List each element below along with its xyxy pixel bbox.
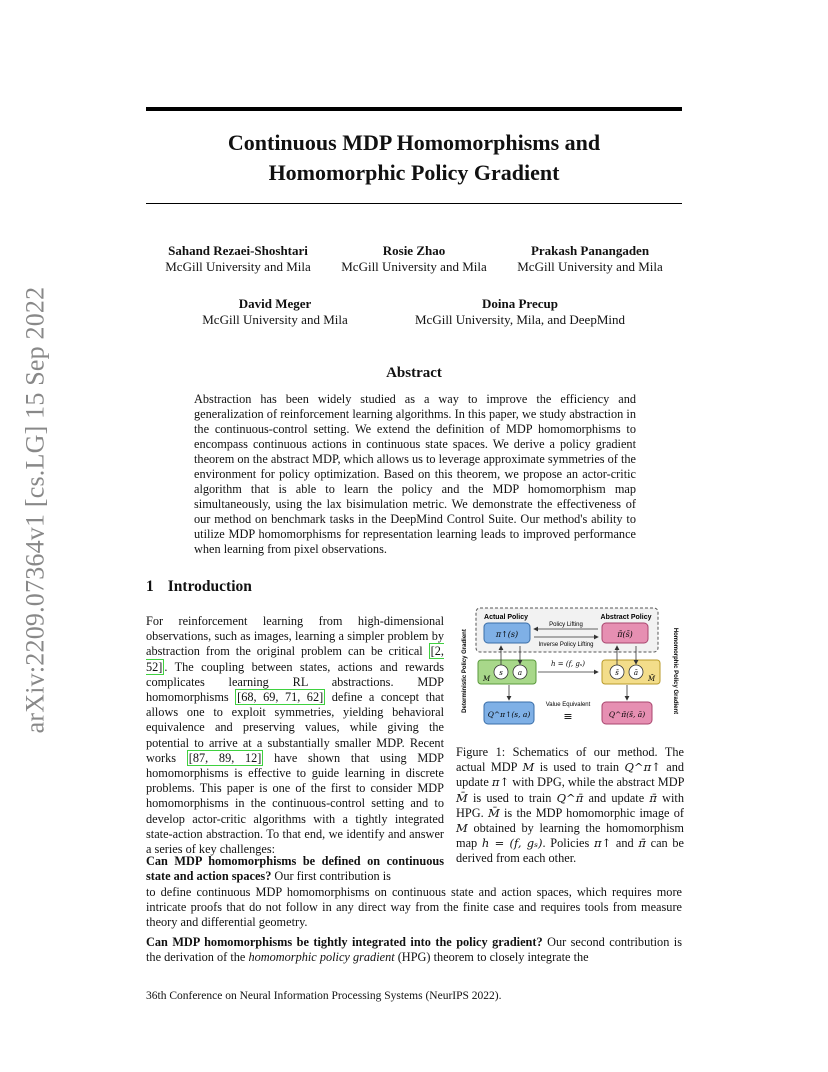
- italic-term: homomorphic policy gradient: [248, 950, 395, 965]
- abstract-body: Abstraction has been widely studied as a way to improve the efficiency and generalization of reinforcement learning algorithms. In this paper, we study abstraction in the continuous-control setting. We extend the definition of MDP homomorphisms to encompass continuous actions in continuous state spaces. We derive a policy gradient theorem on the abstract MDP, which allows us to leverage approximate symmetries of the environment for policy optimization. Based on this theorem, we propose an actor-critic algorithm that is able to learn the policy and the MDP homomorphism map simultaneously, using the lax bisimulation metric. We demonstrate the effectiveness of our method on benchmark tasks in the DeepMind Control Suite. Our method's ability to utilize MDP homomorphisms for representation learning leads to improved performance when learning from pixel observations.: [194, 392, 636, 556]
- hpg-side-label: Homomorphic Policy Gradient: [672, 627, 678, 715]
- citation-link[interactable]: [68, 69, 71, 62]: [237, 690, 324, 705]
- text-run: For reinforcement learning from high-dimensional observations, such as images, learning a simpler problem by abstraction from the original problem can be critical: [146, 614, 444, 659]
- text-run: define a concept that allows one to exploit symmetries, yielding behavioral equivalence and preserving values, while giving the potential to arrive at a substantially smaller MDP. Recent works: [146, 690, 445, 765]
- equivalence-symbol: ≡: [563, 710, 573, 723]
- caption-text: obtained by learning the homomorphism map: [456, 821, 684, 851]
- author-affiliation: McGill University and Mila: [517, 259, 663, 274]
- caption-text: . Policies: [542, 836, 594, 851]
- caption-text: can be derived from each other.: [456, 836, 684, 866]
- title-rule: [146, 203, 682, 204]
- text-run: Our first contribution is: [271, 869, 391, 884]
- question-1-bold: Can MDP homomorphisms be defined on continuous state and action spaces?: [146, 854, 444, 884]
- abstract-state-symbol: s̄: [615, 669, 619, 677]
- text-run: (HPG) theorem to closely integrate the: [394, 950, 589, 965]
- caption-text: is the MDP homomorphic image of: [499, 805, 684, 820]
- abstract-heading: Abstract: [386, 365, 442, 381]
- author-name: Doina Precup: [482, 296, 558, 311]
- text-run: Our second contribution is the derivation of the: [146, 935, 682, 965]
- caption-math: M: [522, 760, 535, 775]
- author-3: [502, 243, 678, 275]
- figure-1-schematic: [456, 606, 686, 736]
- question-2-bold: Can MDP homomorphisms be tightly integrated into the policy gradient?: [146, 935, 543, 949]
- caption-text: Figure 1: Schematics of our method. The actual MDP: [456, 745, 684, 775]
- caption-math: Q^π↑: [624, 760, 661, 775]
- homomorphism-label: h = (f, gₛ): [551, 660, 585, 668]
- caption-text: and update: [456, 760, 684, 790]
- author-2: [326, 243, 502, 275]
- abstract-policy-symbol: π̄(s̄): [617, 630, 633, 639]
- question-1-body: to define continuous MDP homomorphisms on continuous state and action spaces, which requires more intricate proofs that do not follow in any direct way from the finite case and requires tools from measure theory and differential geometry.: [146, 885, 682, 930]
- caption-math: Q^π̄: [556, 790, 584, 805]
- citation-link[interactable]: [2, 52]: [146, 644, 444, 674]
- section-heading: [146, 578, 252, 596]
- author-1: [150, 243, 326, 275]
- author-5: [400, 296, 640, 328]
- arxiv-side-identifier: [18, 286, 52, 734]
- abstract-mdp-symbol: M̄: [648, 675, 656, 683]
- caption-math: M̄: [487, 805, 500, 820]
- intro-paragraph-1: [146, 614, 444, 857]
- caption-text: with HPG.: [456, 790, 684, 820]
- caption-text: and update: [583, 790, 650, 805]
- caption-text: is used to train: [467, 790, 557, 805]
- abstract-action-symbol: ā: [633, 669, 639, 677]
- actual-mdp-symbol: M: [483, 675, 491, 683]
- author-4: [180, 296, 370, 328]
- caption-math: π̄: [649, 790, 657, 805]
- citation-link[interactable]: [87, 89, 12]: [188, 750, 262, 765]
- actual-policy-label: Actual Policy: [484, 614, 528, 621]
- author-affiliation: McGill University, Mila, and DeepMind: [414, 312, 625, 327]
- caption-math: h = (f, gₛ): [481, 836, 543, 851]
- figure-1-caption: [456, 745, 684, 867]
- author-name: Prakash Panangaden: [530, 243, 650, 258]
- caption-text: with DPG, while the abstract MDP: [509, 775, 684, 790]
- action-symbol: a: [517, 669, 523, 677]
- caption-math: π↑: [593, 836, 612, 851]
- author-affiliation: McGill University and Mila: [165, 259, 311, 274]
- caption-math: π↑: [491, 775, 510, 790]
- top-rule: [146, 107, 682, 111]
- question-2-paragraph: [146, 935, 682, 965]
- author-name: David Meger: [238, 296, 312, 311]
- author-name: Sahand Rezaei-Shoshtari: [168, 243, 308, 258]
- caption-math: M̄: [456, 790, 468, 805]
- arxiv-identifier-text: arXiv:2209.07364v1 [cs.LG] 15 Sep 2022: [20, 286, 49, 734]
- question-1-lead: [146, 854, 444, 884]
- caption-text: and: [611, 836, 639, 851]
- section-title: Introduction: [167, 578, 252, 595]
- conference-footnote: 36th Conference on Neural Information Processing Systems (NeurIPS 2022).: [146, 990, 502, 1002]
- inverse-lifting-label: Inverse Policy Lifting: [538, 642, 594, 648]
- paper-title: [146, 128, 682, 188]
- abstract-policy-label: Abstract Policy: [600, 614, 652, 621]
- caption-text: is used to train: [534, 760, 625, 775]
- author-affiliation: McGill University and Mila: [341, 259, 487, 274]
- author-affiliation: McGill University and Mila: [202, 312, 348, 327]
- policy-lifting-label: Policy Lifting: [549, 622, 583, 628]
- actual-policy-symbol: π↑(s): [495, 630, 519, 639]
- text-run: . The coupling between states, actions and rewards complicates learning RL abstractions. MDP homomorphisms: [146, 659, 444, 705]
- title-line-1: Continuous MDP Homomorphisms and: [227, 130, 601, 155]
- section-number: 1: [146, 578, 154, 595]
- caption-math: π̄: [638, 836, 646, 851]
- value-equivalent-label: Value Equivalent: [545, 702, 591, 708]
- title-line-2: Homomorphic Policy Gradient: [268, 160, 560, 185]
- actual-critic-symbol: Q^π↑(s, a): [487, 710, 531, 719]
- abstract-critic-symbol: Q^π̄(s̄, ā): [608, 710, 646, 719]
- author-name: Rosie Zhao: [382, 243, 446, 258]
- dpg-side-label: Deterministic Policy Gradient: [462, 629, 468, 713]
- text-run: have shown that using MDP homomorphisms is effective to guide learning in discrete problems. This paper is one of the first to consider MDP homomorphisms in the continuous-control setting and to develop actor-critic algorithms with a tightly integrated state-action abstraction. To that end, we identify and answer a series of key challenges:: [146, 750, 444, 857]
- state-symbol: s: [499, 669, 503, 677]
- caption-math: M: [456, 821, 468, 836]
